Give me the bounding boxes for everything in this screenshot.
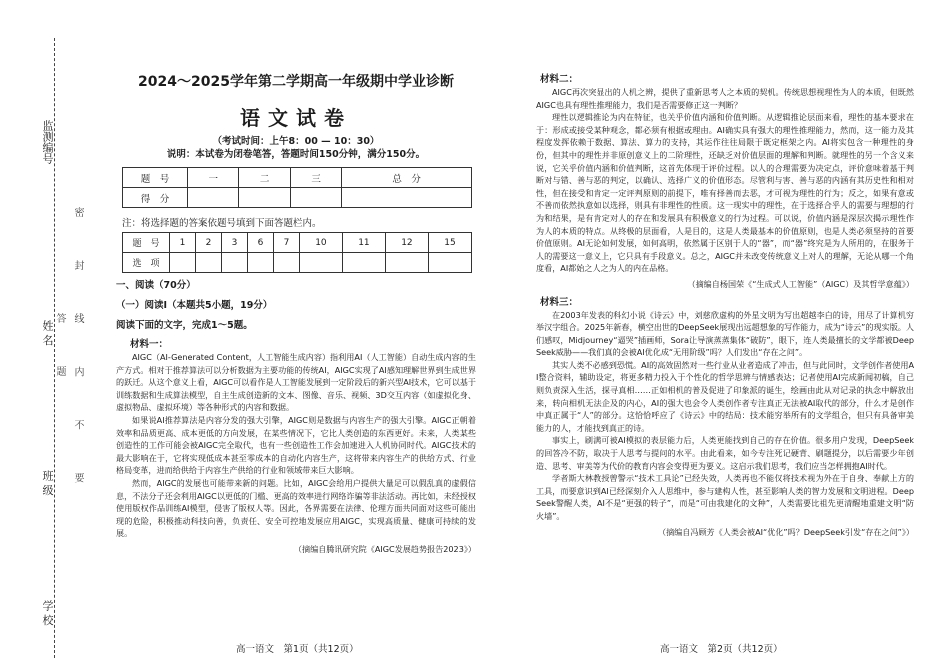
page-footer-right: 高一语文 第2页（共12页） — [660, 644, 783, 655]
question-number: 15 — [428, 233, 471, 253]
answer-cell[interactable] — [385, 253, 428, 273]
exam-time: （考试时间：上午8：00 — 10：30） — [212, 136, 380, 147]
score-header-cell: 一 — [188, 168, 239, 188]
exam-title: 2024～2025学年第二学期高一年级期中学业诊断 — [138, 74, 454, 90]
seal-line-text: 密 封 线 内 不 要 答 题 — [54, 207, 83, 503]
material-paragraph: 在2003年发表的科幻小说《诗云》中，刘慈欣虚构的外星文明为写出超越李白的诗，用尽了计算机穷举汉字组合。2025年新春，横空出世的DeepSeek展现出远超想象的写作能力，成为“诗云”的现实版。人们感叹，Midjourney“逼哭”插画师，Sora让导演蒸蒸集体“破防”，眼下，连人类最擅长的文学都被DeepSeek威胁——我们真的会被AI优化成“无用阶级”吗？人们发出“存在之问”。 — [536, 309, 914, 358]
reading-instruction: 阅读下面的文字，完成1～5题。 — [116, 320, 253, 331]
choice-note: 注：将选择题的答案依题号填到下面答题栏内。 — [122, 218, 322, 229]
question-number: 12 — [385, 233, 428, 253]
answer-cell[interactable] — [195, 253, 221, 273]
name-label: 姓 名 — [41, 320, 54, 346]
material-paragraph: AIGC再次突显出的人机之辨，提供了重新思考人之本质的契机。传统思想视理性为人的本质，但既然AIGC也具有理性推理能力，我们是否需要修正这一判断？ — [536, 87, 914, 110]
exam-instructions: 说明：本试卷为闭卷笔答，答题时间150分钟，满分150分。 — [166, 149, 426, 160]
class-label: 班 级 — [41, 470, 54, 496]
material-paragraph: 如果说AI推荐算法是内容分发的强大引擎，AIGC则是数据与内容生产的强大引擎。AIGC正朝着效率和品质更高、成本更低的方向发展，在某些情况下，它比人类创造的东西更好。未来，人类某些创造性的工作可能会被AIGC完全取代，也有一些创造性工作会加速进入人机协同时代。AIGC技术的最大影响在于，它将实现低成本甚至零成本的自动化内容生产，这将带来内容生产的供给方式、行业格局变革，进而给供给于内容生产供给的行业和领域带来巨大影响。 — [116, 414, 476, 476]
material-source: （摘编自冯顾芳《人类会被AI“优化”吗？DeepSeek引发“存在之问”》） — [657, 526, 914, 537]
score-cell — [342, 188, 472, 208]
answer-number-row — [123, 233, 472, 253]
score-table-header-row — [123, 168, 472, 188]
score-header-cell: 三 — [290, 168, 341, 188]
material-paragraph: 事实上，刷满可被AI模拟的表层能力后，人类更能找到自己的存在价值。很多用户发现，DeepSeek的回答冷不防，取决于人思考与提问的水平。由此看来，如今专注死记硬背、刷题提分，以后需要少年创造、思考、审美等为代价的教育内容会变得更为要义。这启示我们思考，我们应当怎样拥抱AI时代。 — [536, 435, 914, 471]
material-source: （摘编自腾讯研究院《AIGC发展趋势报告2023》） — [293, 543, 476, 554]
question-number: 3 — [221, 233, 247, 253]
question-number: 11 — [342, 233, 385, 253]
question-number: 7 — [273, 233, 299, 253]
subsection-heading: （一）阅读Ⅰ（本题共5小题，19分） — [116, 300, 273, 311]
answer-cell[interactable] — [221, 253, 247, 273]
section-heading: 一、阅读（70分） — [116, 280, 196, 291]
answer-cell[interactable] — [342, 253, 385, 273]
page-1 — [116, 72, 476, 559]
subject-title: 语文试卷 — [240, 106, 352, 130]
material-label: 材料三： — [540, 296, 579, 308]
material-paragraph: 然而，AIGC的发展也可能带来新的问题。比如，AIGC会给用户提供大量足可以假乱真的虚假信息，不法分子还会利用AIGC以更低的门槛、更高的效率进行网络诈骗等非法活动。再比如，未经授权使用版权作品训练AI模型，侵害了版权人等。因此，各界需要在法律、伦理方面共同面对这些可能出现的危险，积极推动科技向善，负责任、安全可控地发展应用AIGC，实现高质量、健康可持续的发展。 — [116, 477, 476, 539]
exam-id-label: 监测编号 — [41, 120, 54, 164]
answer-cell[interactable] — [428, 253, 471, 273]
material-paragraph: AIGC（AI-Generated Content，人工智能生成内容）指利用AI（人工智能）自动生成内容的生产方式。相对于推荐算法可以分析数据为主要功能的传统AI，AIGC实现了AI感知理解世界到生成世界的跃迁。从这个意义上看，AIGC可以看作是人工智能发展到一定阶段后的新兴型AI技术，它可以基于训练数据和生成算法模型，自主生成创造新的文本、图像、音乐、视频、3D交互内容（如虚拟化身、虚拟物品、虚拟环境）等各种形式的内容和数据。 — [116, 352, 476, 413]
question-number: 1 — [170, 233, 196, 253]
answer-cell[interactable] — [170, 253, 196, 273]
score-cell — [188, 188, 239, 208]
answer-row-label: 选 项 — [123, 253, 170, 273]
answer-table — [122, 232, 472, 273]
score-row-label: 得 分 — [123, 188, 188, 208]
answer-row-label: 题 号 — [123, 233, 170, 253]
answer-cell[interactable] — [247, 253, 273, 273]
page-2 — [536, 68, 914, 541]
material-label: 材料二： — [540, 74, 579, 85]
material-paragraph: 其实人类不必感到恐慌。AI的高效固然对一些行业从业者造成了冲击，但与此同时，文学创作者使用AI整合资料，辅助设定，将更多精力投入于个性化的哲学思辨与情感表达；记者使用AI完成新闻初稿，自己则负责深入生活，探寻真相……正如相机的普及促进了印象派的诞生，绘画由此从对记录的执念中解放出来，转向相机无法企及的内心，AI的强大也会令人类创作者专注真正无法被AI取代的部分，什么才是创作中真正属于“人”的部分。这恰恰呼应了《诗云》中的结局：技术能穷举所有的文学组合，但只有具备审美能力的人，才能找到真正的诗。 — [536, 359, 914, 433]
answer-cell[interactable] — [299, 253, 342, 273]
material-source: （摘编自杨国荣《“生成式人工智能”（AIGC）及其哲学意蕴》） — [687, 278, 914, 289]
score-table-score-row — [123, 188, 472, 208]
score-cell — [290, 188, 341, 208]
question-number: 6 — [247, 233, 273, 253]
seal-line — [54, 38, 55, 658]
score-header-cell: 总 分 — [342, 168, 472, 188]
answer-cell[interactable] — [273, 253, 299, 273]
material-paragraph: 理性以逻辑推论为内在特征，也关乎价值内涵和价值判断。从逻辑推论层面来看，理性的基本要求在于：形成或接受某种观念，都必须有根据或理由。AI确实具有强大的理性推理能力，然而，这一能力及其程度发挥依赖于数据、算法、算力的支持，其运作往往局限于既定框架之内。AI将实包含一种理性的身份，但其中的理性并非原创意义上的二阶理性，还缺乏对价值层面的理解和判断。就理性的另一个含义来说，它关乎价值内涵和价值判断，这首先体现于评价过程。以人的合理需要为决定点，评价意味着基于判断对与错、善与恶的判定，以确认、选择广义的价值形态。尽管利与害、善与恶的内涵有其历史性和相对性，但在接受和肯定一定评判原则的前提下，唯有择善而去恶，才可视为理性的行为；反之，如果有意或不善而依然执意如以选择，则具有非理性的性质。这一现实中的理性，在于选择合乎人的需要与理想的行为和结果，是有肯定对人的存在和发展具有积极意义的行为过程。可以说，价值内涵是深层次揭示理性作为人的本质的特点。从终极的层面看，人是目的，这是人类最基本的价值原则，也是人类必须坚持的首要价值原则。AI无论如何发展，如何高明，依然属于区别于人的“器”，而“器”终究是为人所用的，在服务于人的需要这一意义上，它只具有手段意义。总之，AIGC并未改变传统意义上对人的理解，无论从哪一个角度看，AI都始之人之为人的内在品格。 — [536, 112, 914, 274]
binding-strip — [0, 0, 54, 671]
question-number: 2 — [195, 233, 221, 253]
material-label: 材料一： — [130, 339, 169, 350]
score-table — [122, 167, 472, 208]
answer-option-row — [123, 253, 472, 273]
question-number: 10 — [299, 233, 342, 253]
page-footer-left: 高一语文 第1页（共12页） — [236, 644, 359, 655]
material-paragraph: 学者斯大林教授曾警示“技术工具论”已经失效，人类再也不能仅将技术视为外在于自身、奉献上方的工具，而要意识到AI已经深刻介入人思维中，参与建构人性，甚至影响人类的智力发展和文明进程。DeepSeek警醒人类，AI不是“更强的转子”，而是“可由我建化的文种”，人类需要比祖先更清醒地重建文明“防火墙”。 — [536, 473, 914, 521]
score-header-cell: 题 号 — [123, 168, 188, 188]
school-label: 学 校 — [41, 600, 54, 626]
score-cell — [239, 188, 290, 208]
score-header-cell: 二 — [239, 168, 290, 188]
